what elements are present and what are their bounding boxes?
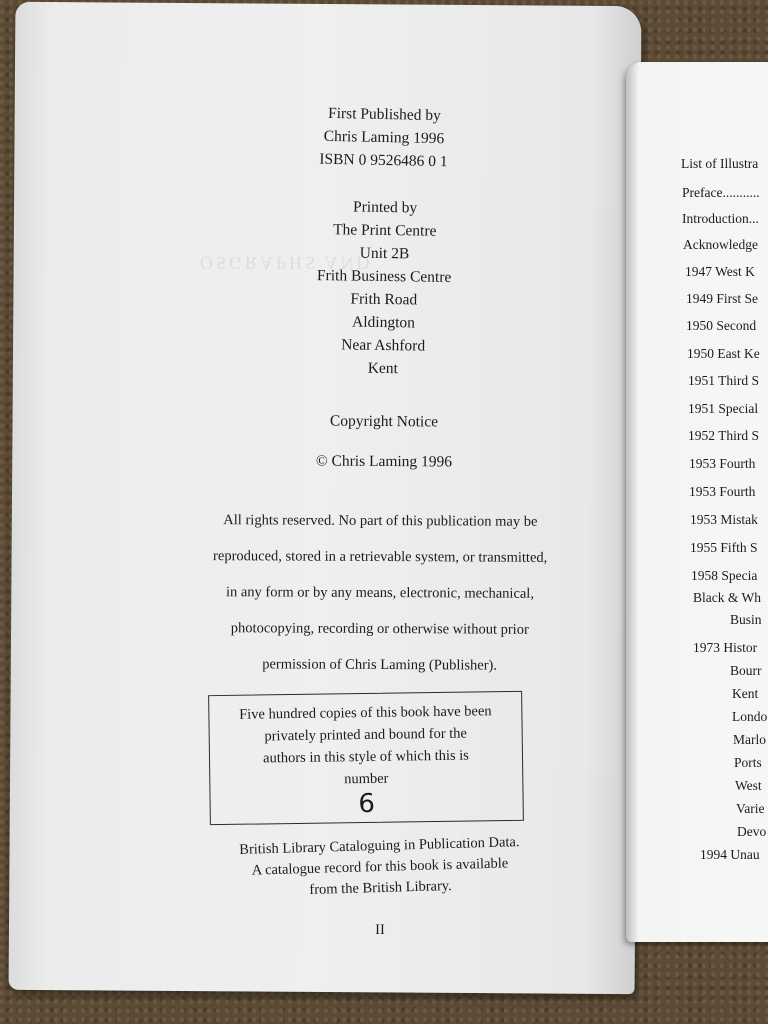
- printer-line: Near Ashford: [341, 336, 426, 355]
- copyright-heading: Copyright Notice: [329, 412, 439, 431]
- rights-line: in any form or by any means, electronic, mechanical,: [225, 584, 535, 602]
- toc-entry: Black & Wh: [693, 590, 761, 605]
- toc-entry: 1950 Second: [686, 318, 757, 333]
- toc-entry: 1973 Histor: [693, 640, 758, 655]
- toc-entry: Londo: [732, 709, 768, 724]
- cip-line: British Library Cataloguing in Publication Data.: [239, 834, 520, 858]
- rights-line: All rights reserved. No part of this publication may be: [223, 512, 538, 530]
- publication-line: Chris Laming 1996: [323, 127, 445, 148]
- toc-entry: 1958 Specia: [691, 568, 758, 583]
- isbn: ISBN 0 9526486 0 1: [319, 150, 448, 171]
- show-through-text: OSGRAPHS AND: [200, 253, 373, 273]
- printer-line: Unit 2B: [359, 244, 410, 263]
- printer-line: Printed by: [352, 198, 418, 217]
- limited-edition-box: [208, 691, 524, 825]
- toc-entry: 1952 Third S: [688, 428, 760, 443]
- toc-entry: 1955 Fifth S: [690, 540, 758, 555]
- toc-entry: 1953 Mistak: [690, 512, 758, 527]
- printer-line: Aldington: [351, 313, 416, 332]
- toc-entry: 1953 Fourth: [689, 456, 756, 471]
- edition-line: authors in this style of which this is: [262, 747, 469, 767]
- edition-line: privately printed and bound for the: [264, 725, 468, 745]
- cip-line: from the British Library.: [309, 878, 452, 898]
- toc-entry: Kent: [732, 686, 759, 701]
- toc-entry: 1951 Third S: [688, 373, 760, 388]
- rights-statement: [0, 501, 764, 685]
- toc-entry: Devo: [737, 824, 767, 839]
- toc-entry: Bourr: [730, 663, 762, 678]
- toc-entry: 1951 Special: [688, 401, 759, 416]
- toc-entry: 1949 First Se: [686, 291, 759, 306]
- page-number: II: [375, 922, 385, 938]
- toc-entry: Marlo: [733, 732, 766, 747]
- printer-line: Frith Business Centre: [316, 267, 452, 286]
- publication-line: First Published by: [327, 104, 442, 125]
- printer-line: Frith Road: [350, 290, 418, 309]
- handwritten-copy-number: 6: [358, 788, 376, 820]
- rights-line: photocopying, recording or otherwise without prior: [230, 620, 529, 638]
- toc-entry: West: [735, 778, 762, 793]
- toc-entry: Varie: [736, 801, 765, 816]
- toc-entry: Busin: [730, 612, 762, 627]
- toc-entry: 1953 Fourth: [689, 484, 756, 499]
- toc-entry: 1950 East Ke: [687, 346, 760, 361]
- printer-block: [0, 191, 768, 386]
- cip-line: A catalogue record for this book is available: [251, 855, 509, 879]
- toc-entry: Preface...........: [682, 185, 760, 200]
- printer-line: The Print Centre: [333, 221, 437, 240]
- toc-entry: List of Illustra: [681, 156, 759, 171]
- edition-line: Five hundred copies of this book have been: [239, 703, 492, 723]
- toc-entry: 1994 Unau: [700, 847, 760, 862]
- toc-entry: 1947 West K: [685, 264, 755, 279]
- toc-entry: Acknowledge: [683, 237, 758, 252]
- toc-entry: Introduction...: [682, 211, 759, 226]
- copyright-line: © Chris Laming 1996: [315, 452, 453, 471]
- rights-line: permission of Chris Laming (Publisher).: [262, 656, 498, 674]
- rights-line: reproduced, stored in a retrievable system, or transmitted,: [213, 548, 548, 566]
- toc-entry: Ports: [734, 755, 762, 770]
- printer-line: Kent: [367, 359, 399, 378]
- edition-line: number: [344, 770, 389, 788]
